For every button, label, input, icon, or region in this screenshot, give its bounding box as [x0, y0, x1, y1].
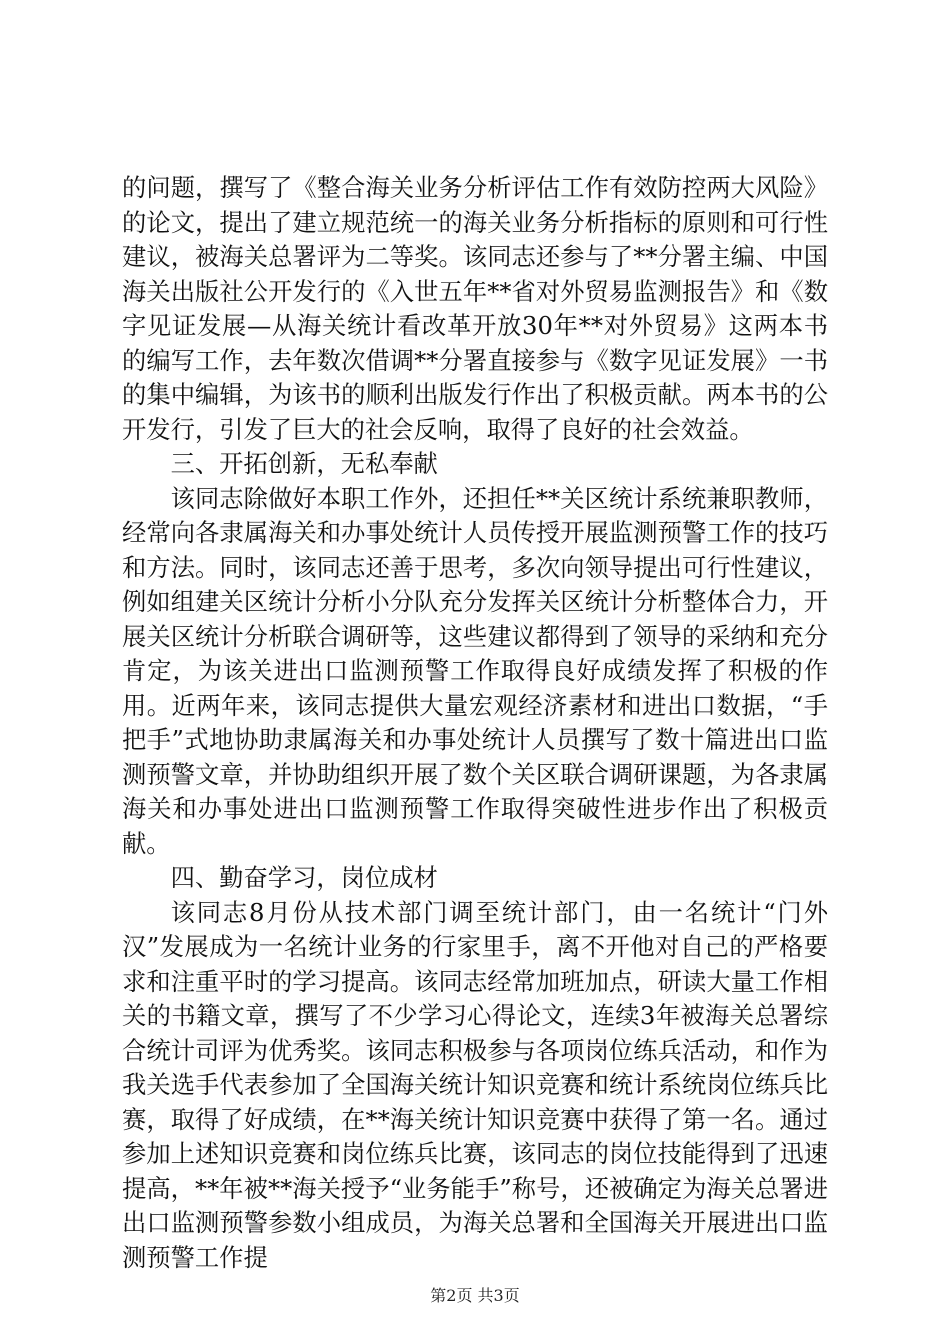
section-heading-4: 四、勤奋学习，岗位成材 — [170, 863, 438, 892]
page-footer: 第2页 共3页 — [430, 1286, 520, 1305]
section-heading-3: 三、开拓创新，无私奉献 — [170, 449, 438, 478]
paragraph-section-3: 该同志除做好本职工作外，还担任**关区统计系统兼职教师，经常向各隶属海关和办事处统计人员传授开展监测预警工作的技巧和方法。同时，该同志还善于思考，多次向领导提出可行性建议，例如组建关区统计分析小分队充分发挥关区统计分析整体合力，开展关区统计分析联合调研等，这些建议都得到了领导的采纳和充分肯定，为该关进出口监测预警工作取得良好成绩发挥了积极的作用。近两年来，该同志提供大量宏观经济素材和进出口数据，“手把手”式地协助隶属海关和办事处统计人员撰写了数十篇进出口监测预警文章，并协助组织开展了数个关区联合调研课题，为各隶属海关和办事处进出口监测预警工作取得突破性进步作出了积极贡献。 — [122, 483, 828, 858]
paragraph-section-4: 该同志8月份从技术部门调至统计部门，由一名统计“门外汉”发展成为一名统计业务的行家里手，离不开他对自己的严格要求和注重平时的学习提高。该同志经常加班加点，研读大量工作相关的书籍文章，撰写了不少学习心得论文，连续3年被海关总署综合统计司评为优秀奖。该同志积极参与各项岗位练兵活动，和作为我关选手代表参加了全国海关统计知识竞赛和统计系统岗位练兵比赛，取得了好成绩，在**海关统计知识竞赛中获得了第一名。通过参加上述知识竞赛和岗位练兵比赛，该同志的岗位技能得到了迅速提高，**年被**海关授予“业务能手”称号，还被确定为海关总署进出口监测预警参数小组成员，为海关总署和全国海关开展进出口监测预警工作提 — [122, 897, 828, 1272]
document-body — [122, 171, 828, 1275]
paragraph-continuation: 的问题，撰写了《整合海关业务分析评估工作有效防控两大风险》的论文，提出了建立规范统一的海关业务分析指标的原则和可行性建议，被海关总署评为二等奖。该同志还参与了**分署主编、中国海关出版社公开发行的《入世五年**省对外贸易监测报告》和《数字见证发展—从海关统计看改革开放30年**对外贸易》这两本书的编写工作，去年数次借调**分署直接参与《数字见证发展》一书的集中编辑，为该书的顺利出版发行作出了积极贡献。两本书的公开发行，引发了巨大的社会反响，取得了良好的社会效益。 — [122, 173, 828, 444]
